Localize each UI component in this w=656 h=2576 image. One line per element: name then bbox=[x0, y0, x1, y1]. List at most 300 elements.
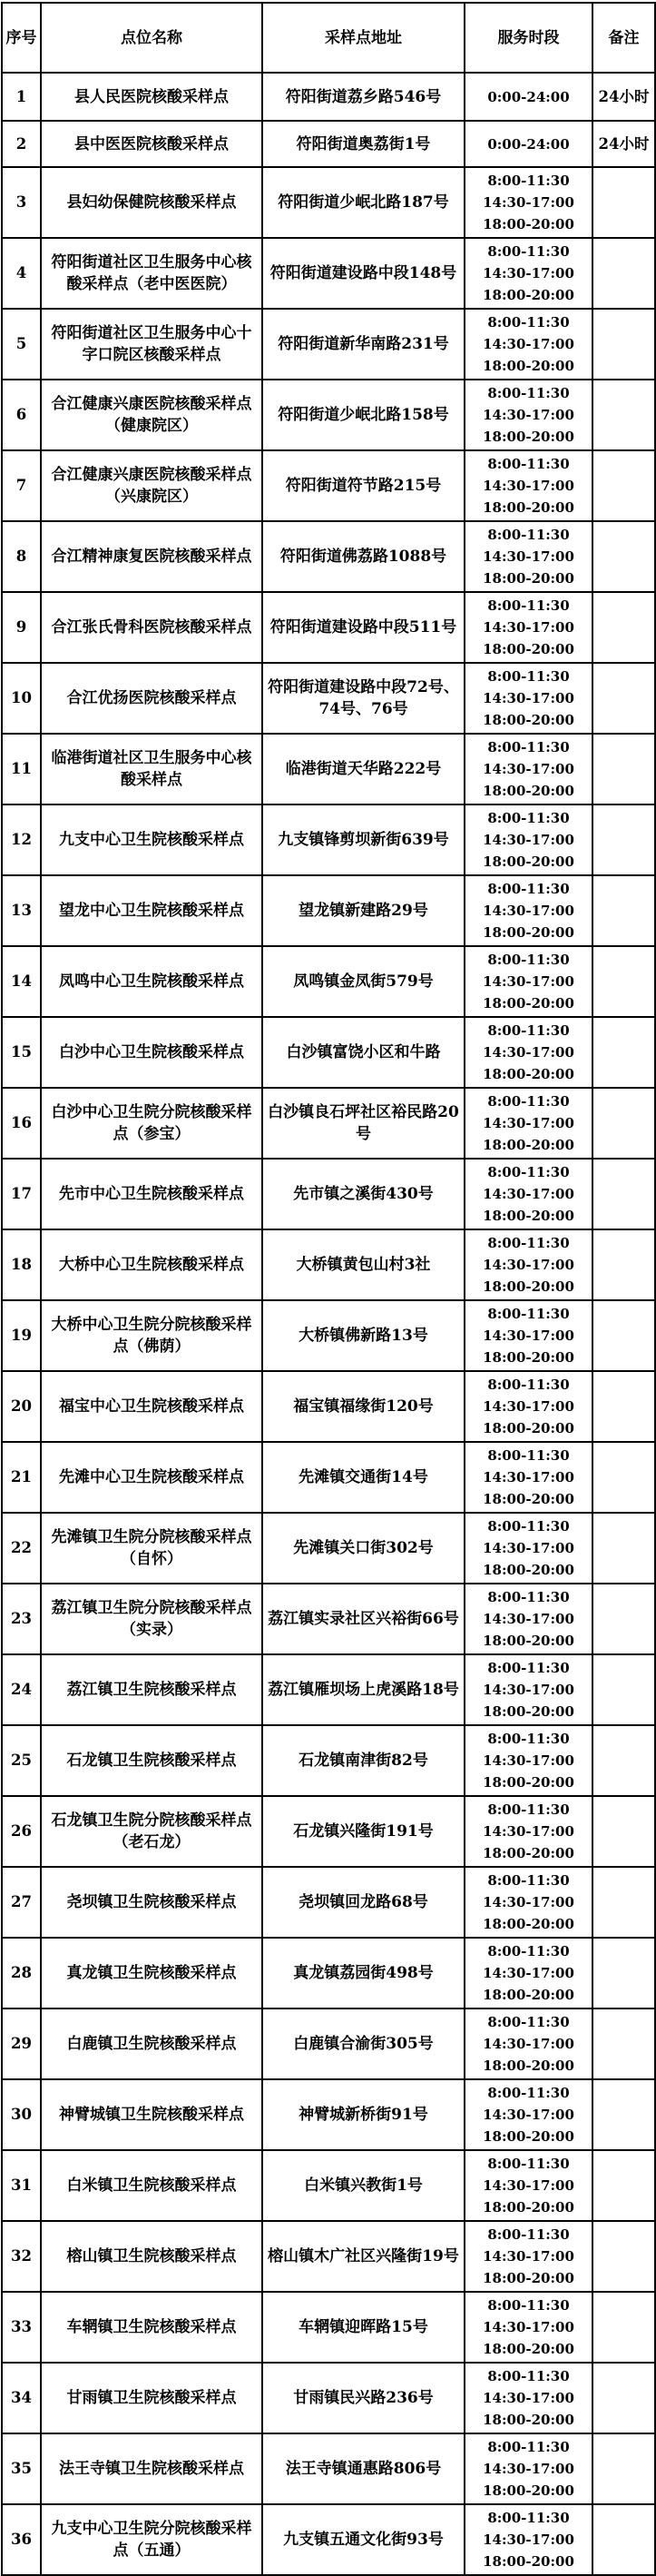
time-slot: 8:00-11:30 bbox=[487, 527, 570, 543]
row-index: 18 bbox=[2, 1229, 41, 1300]
site-address: 先滩镇交通街14号 bbox=[262, 1442, 465, 1513]
header-index: 序号 bbox=[2, 3, 41, 73]
remarks bbox=[592, 2433, 655, 2504]
table-row bbox=[2, 946, 655, 1017]
remarks bbox=[592, 1938, 655, 2008]
service-hours bbox=[465, 734, 592, 804]
service-hours bbox=[465, 1159, 592, 1229]
time-slot: 18:00-20:00 bbox=[483, 783, 574, 799]
row-index: 30 bbox=[2, 2079, 41, 2150]
site-name: 九支中心卫生院分院核酸采样点（五通） bbox=[41, 2504, 262, 2575]
row-index: 27 bbox=[2, 1867, 41, 1938]
time-slot: 18:00-20:00 bbox=[483, 287, 574, 303]
site-address: 先滩镇关口街302号 bbox=[262, 1513, 465, 1584]
service-hours bbox=[465, 2363, 592, 2433]
service-hours bbox=[465, 2221, 592, 2292]
site-address: 荔江镇雁坝场上虎溪路18号 bbox=[262, 1654, 465, 1725]
service-hours bbox=[465, 2150, 592, 2221]
time-slot: 14:30-17:00 bbox=[483, 336, 574, 352]
sampling-sites-table bbox=[1, 2, 656, 2576]
site-address: 榕山镇木广社区兴隆街19号 bbox=[262, 2221, 465, 2292]
time-slot: 14:30-17:00 bbox=[483, 1469, 574, 1485]
time-slot: 18:00-20:00 bbox=[483, 2058, 574, 2074]
time-slot: 14:30-17:00 bbox=[483, 548, 574, 565]
service-hours bbox=[465, 1017, 592, 1088]
remarks bbox=[592, 804, 655, 875]
service-hours bbox=[465, 592, 592, 663]
remarks bbox=[592, 734, 655, 804]
table-row bbox=[2, 1938, 655, 2008]
service-hours bbox=[465, 875, 592, 946]
site-name: 真龙镇卫生院核酸采样点 bbox=[41, 1938, 262, 2008]
table-row bbox=[2, 1725, 655, 1796]
table-row bbox=[2, 2150, 655, 2221]
site-address: 尧坝镇回龙路68号 bbox=[262, 1867, 465, 1938]
header-remarks: 备注 bbox=[592, 3, 655, 73]
time-slot: 8:00-11:30 bbox=[487, 1518, 570, 1535]
table-row bbox=[2, 1300, 655, 1371]
site-name: 县中医医院核酸采样点 bbox=[41, 121, 262, 167]
site-address: 九支镇五通文化街93号 bbox=[262, 2504, 465, 2575]
time-slot: 18:00-20:00 bbox=[483, 1987, 574, 2003]
time-slot: 18:00-20:00 bbox=[483, 1208, 574, 1224]
time-slot: 8:00-11:30 bbox=[487, 2510, 570, 2526]
service-hours bbox=[465, 450, 592, 521]
site-address: 符阳街道建设路中段148号 bbox=[262, 238, 465, 309]
time-slot: 18:00-20:00 bbox=[483, 2553, 574, 2570]
remarks bbox=[592, 521, 655, 592]
time-slot: 18:00-20:00 bbox=[483, 2128, 574, 2145]
time-slot: 18:00-20:00 bbox=[483, 1137, 574, 1153]
row-index: 29 bbox=[2, 2008, 41, 2079]
site-name: 榕山镇卫生院核酸采样点 bbox=[41, 2221, 262, 2292]
row-index: 12 bbox=[2, 804, 41, 875]
service-hours bbox=[465, 1867, 592, 1938]
remarks: 24小时 bbox=[592, 121, 655, 167]
site-address: 白鹿镇合渝街305号 bbox=[262, 2008, 465, 2079]
service-hours bbox=[465, 663, 592, 734]
time-slot: 8:00-11:30 bbox=[487, 1447, 570, 1464]
time-slot: 14:30-17:00 bbox=[483, 690, 574, 706]
remarks bbox=[592, 1796, 655, 1867]
remarks bbox=[592, 592, 655, 663]
time-slot: 8:00-11:30 bbox=[487, 385, 570, 401]
time-slot: 18:00-20:00 bbox=[483, 854, 574, 870]
time-slot: 14:30-17:00 bbox=[483, 2036, 574, 2052]
table-row bbox=[2, 521, 655, 592]
site-address: 符阳街道佛荔路1088号 bbox=[262, 521, 465, 592]
row-index: 13 bbox=[2, 875, 41, 946]
table-row bbox=[2, 1796, 655, 1867]
site-name: 先市中心卫生院核酸采样点 bbox=[41, 1159, 262, 1229]
site-address: 大桥镇佛新路13号 bbox=[262, 1300, 465, 1371]
site-name: 九支中心卫生院核酸采样点 bbox=[41, 804, 262, 875]
row-index: 8 bbox=[2, 521, 41, 592]
remarks bbox=[592, 2221, 655, 2292]
time-slot: 18:00-20:00 bbox=[483, 1703, 574, 1720]
time-slot: 14:30-17:00 bbox=[483, 1186, 574, 1202]
service-hours bbox=[465, 1513, 592, 1584]
site-address: 符阳街道奥荔街1号 bbox=[262, 121, 465, 167]
service-hours bbox=[465, 121, 592, 167]
row-index: 20 bbox=[2, 1371, 41, 1442]
time-slot: 14:30-17:00 bbox=[483, 1823, 574, 1840]
time-slot: 0:00-24:00 bbox=[487, 135, 570, 153]
table-row bbox=[2, 1371, 655, 1442]
service-hours bbox=[465, 1796, 592, 1867]
service-hours bbox=[465, 1229, 592, 1300]
site-name: 法王寺镇卫生院核酸采样点 bbox=[41, 2433, 262, 2504]
row-index: 11 bbox=[2, 734, 41, 804]
row-index: 10 bbox=[2, 663, 41, 734]
time-slot: 8:00-11:30 bbox=[487, 1872, 570, 1889]
time-slot: 0:00-24:00 bbox=[487, 88, 570, 105]
row-index: 17 bbox=[2, 1159, 41, 1229]
time-slot: 8:00-11:30 bbox=[487, 2439, 570, 2455]
time-slot: 14:30-17:00 bbox=[483, 832, 574, 848]
remarks bbox=[592, 946, 655, 1017]
site-address: 真龙镇荔园街498号 bbox=[262, 1938, 465, 2008]
table-row bbox=[2, 2221, 655, 2292]
row-index: 33 bbox=[2, 2292, 41, 2363]
time-slot: 8:00-11:30 bbox=[487, 810, 570, 826]
service-hours bbox=[465, 1300, 592, 1371]
table-row bbox=[2, 309, 655, 380]
remarks bbox=[592, 167, 655, 238]
remarks bbox=[592, 1867, 655, 1938]
time-slot: 18:00-20:00 bbox=[483, 570, 574, 587]
time-slot: 14:30-17:00 bbox=[483, 1327, 574, 1344]
remarks bbox=[592, 2150, 655, 2221]
site-address: 白沙镇富饶小区和牛路 bbox=[262, 1017, 465, 1088]
time-slot: 18:00-20:00 bbox=[483, 1633, 574, 1649]
table-row bbox=[2, 875, 655, 946]
service-hours bbox=[465, 1442, 592, 1513]
remarks bbox=[592, 1088, 655, 1159]
service-hours bbox=[465, 2292, 592, 2363]
service-hours bbox=[465, 946, 592, 1017]
site-address: 符阳街道少岷北路158号 bbox=[262, 380, 465, 450]
time-slot: 8:00-11:30 bbox=[487, 597, 570, 614]
service-hours bbox=[465, 2008, 592, 2079]
time-slot: 8:00-11:30 bbox=[487, 1306, 570, 1322]
site-name: 白沙中心卫生院分院核酸采样点（参宝） bbox=[41, 1088, 262, 1159]
site-name: 石龙镇卫生院分院核酸采样点（老石龙） bbox=[41, 1796, 262, 1867]
time-slot: 14:30-17:00 bbox=[483, 194, 574, 211]
time-slot: 18:00-20:00 bbox=[483, 1845, 574, 1861]
time-slot: 8:00-11:30 bbox=[487, 881, 570, 897]
remarks bbox=[592, 2363, 655, 2433]
row-index: 9 bbox=[2, 592, 41, 663]
site-name: 临港街道社区卫生服务中心核酸采样点 bbox=[41, 734, 262, 804]
service-hours bbox=[465, 1584, 592, 1654]
time-slot: 18:00-20:00 bbox=[483, 1349, 574, 1366]
site-name: 先滩中心卫生院核酸采样点 bbox=[41, 1442, 262, 1513]
row-index: 3 bbox=[2, 167, 41, 238]
site-address: 符阳街道建设路中段511号 bbox=[262, 592, 465, 663]
remarks bbox=[592, 2292, 655, 2363]
time-slot: 18:00-20:00 bbox=[483, 216, 574, 232]
time-slot: 14:30-17:00 bbox=[483, 973, 574, 990]
site-address: 法王寺镇通惠路806号 bbox=[262, 2433, 465, 2504]
remarks bbox=[592, 663, 655, 734]
table-header bbox=[2, 3, 655, 73]
time-slot: 14:30-17:00 bbox=[483, 761, 574, 777]
table-row bbox=[2, 1159, 655, 1229]
time-slot: 14:30-17:00 bbox=[483, 1044, 574, 1061]
row-index: 28 bbox=[2, 1938, 41, 2008]
row-index: 1 bbox=[2, 73, 41, 121]
table-row bbox=[2, 167, 655, 238]
table-row bbox=[2, 380, 655, 450]
site-name: 白米镇卫生院核酸采样点 bbox=[41, 2150, 262, 2221]
time-slot: 18:00-20:00 bbox=[483, 1774, 574, 1791]
service-hours bbox=[465, 2079, 592, 2150]
site-name: 车辋镇卫生院核酸采样点 bbox=[41, 2292, 262, 2363]
site-name: 合江健康兴康医院核酸采样点（健康院区） bbox=[41, 380, 262, 450]
time-slot: 14:30-17:00 bbox=[483, 619, 574, 636]
row-index: 34 bbox=[2, 2363, 41, 2433]
site-name: 合江张氏骨科医院核酸采样点 bbox=[41, 592, 262, 663]
table-row bbox=[2, 2363, 655, 2433]
service-hours bbox=[465, 1725, 592, 1796]
table-row bbox=[2, 121, 655, 167]
time-slot: 18:00-20:00 bbox=[483, 712, 574, 728]
row-index: 5 bbox=[2, 309, 41, 380]
row-index: 21 bbox=[2, 1442, 41, 1513]
site-name: 先滩镇卫生院分院核酸采样点（自怀） bbox=[41, 1513, 262, 1584]
table-row bbox=[2, 734, 655, 804]
time-slot: 14:30-17:00 bbox=[483, 2177, 574, 2194]
time-slot: 8:00-11:30 bbox=[487, 1589, 570, 1605]
row-index: 26 bbox=[2, 1796, 41, 1867]
remarks bbox=[592, 1513, 655, 1584]
time-slot: 18:00-20:00 bbox=[483, 2341, 574, 2357]
site-address: 符阳街道荔乡路546号 bbox=[262, 73, 465, 121]
time-slot: 18:00-20:00 bbox=[483, 1916, 574, 1932]
time-slot: 8:00-11:30 bbox=[487, 2156, 570, 2172]
table-row bbox=[2, 1513, 655, 1584]
service-hours bbox=[465, 1654, 592, 1725]
row-index: 14 bbox=[2, 946, 41, 1017]
site-address: 先市镇之溪街430号 bbox=[262, 1159, 465, 1229]
table-row bbox=[2, 592, 655, 663]
time-slot: 18:00-20:00 bbox=[483, 924, 574, 941]
time-slot: 8:00-11:30 bbox=[487, 668, 570, 685]
site-address: 神臂城新桥街91号 bbox=[262, 2079, 465, 2150]
time-slot: 14:30-17:00 bbox=[483, 2107, 574, 2123]
site-name: 荔江镇卫生院核酸采样点 bbox=[41, 1654, 262, 1725]
site-name: 神臂城镇卫生院核酸采样点 bbox=[41, 2079, 262, 2150]
time-slot: 18:00-20:00 bbox=[483, 1278, 574, 1295]
row-index: 32 bbox=[2, 2221, 41, 2292]
time-slot: 14:30-17:00 bbox=[483, 1540, 574, 1556]
site-name: 荔江镇卫生院分院核酸采样点（实录） bbox=[41, 1584, 262, 1654]
time-slot: 8:00-11:30 bbox=[487, 1660, 570, 1676]
site-name: 大桥中心卫生院分院核酸采样点（佛荫） bbox=[41, 1300, 262, 1371]
time-slot: 14:30-17:00 bbox=[483, 1257, 574, 1273]
time-slot: 8:00-11:30 bbox=[487, 1943, 570, 1959]
site-address: 福宝镇福缘街120号 bbox=[262, 1371, 465, 1442]
time-slot: 14:30-17:00 bbox=[483, 2248, 574, 2265]
remarks bbox=[592, 238, 655, 309]
remarks bbox=[592, 380, 655, 450]
time-slot: 8:00-11:30 bbox=[487, 1164, 570, 1180]
remarks bbox=[592, 2008, 655, 2079]
time-slot: 18:00-20:00 bbox=[483, 641, 574, 657]
site-address: 临港街道天华路222号 bbox=[262, 734, 465, 804]
time-slot: 8:00-11:30 bbox=[487, 2085, 570, 2101]
service-hours bbox=[465, 73, 592, 121]
service-hours bbox=[465, 804, 592, 875]
site-address: 符阳街道少岷北路187号 bbox=[262, 167, 465, 238]
site-address: 白米镇兴教街1号 bbox=[262, 2150, 465, 2221]
site-name: 甘雨镇卫生院核酸采样点 bbox=[41, 2363, 262, 2433]
site-name: 县人民医院核酸采样点 bbox=[41, 73, 262, 121]
time-slot: 8:00-11:30 bbox=[487, 1093, 570, 1110]
table-row bbox=[2, 2079, 655, 2150]
time-slot: 8:00-11:30 bbox=[487, 314, 570, 331]
time-slot: 8:00-11:30 bbox=[487, 952, 570, 968]
site-name: 白沙中心卫生院核酸采样点 bbox=[41, 1017, 262, 1088]
service-hours bbox=[465, 2433, 592, 2504]
time-slot: 14:30-17:00 bbox=[483, 903, 574, 919]
row-index: 36 bbox=[2, 2504, 41, 2575]
time-slot: 14:30-17:00 bbox=[483, 1752, 574, 1769]
site-address: 九支镇锋剪坝新街639号 bbox=[262, 804, 465, 875]
site-address: 符阳街道符节路215号 bbox=[262, 450, 465, 521]
site-name: 合江健康兴康医院核酸采样点（兴康院区） bbox=[41, 450, 262, 521]
time-slot: 14:30-17:00 bbox=[483, 2461, 574, 2477]
table-row bbox=[2, 663, 655, 734]
time-slot: 18:00-20:00 bbox=[483, 2270, 574, 2286]
site-name: 合江精神康复医院核酸采样点 bbox=[41, 521, 262, 592]
site-address: 车辋镇迎晖路15号 bbox=[262, 2292, 465, 2363]
service-hours bbox=[465, 521, 592, 592]
site-address: 符阳街道新华南路231号 bbox=[262, 309, 465, 380]
time-slot: 18:00-20:00 bbox=[483, 358, 574, 374]
table-row bbox=[2, 2008, 655, 2079]
row-index: 6 bbox=[2, 380, 41, 450]
site-name: 尧坝镇卫生院核酸采样点 bbox=[41, 1867, 262, 1938]
site-address: 荔江镇实录社区兴裕街66号 bbox=[262, 1584, 465, 1654]
remarks: 24小时 bbox=[592, 73, 655, 121]
time-slot: 14:30-17:00 bbox=[483, 1965, 574, 1981]
row-index: 4 bbox=[2, 238, 41, 309]
time-slot: 14:30-17:00 bbox=[483, 407, 574, 423]
remarks bbox=[592, 1584, 655, 1654]
row-index: 24 bbox=[2, 1654, 41, 1725]
site-name: 县妇幼保健院核酸采样点 bbox=[41, 167, 262, 238]
table-row bbox=[2, 1088, 655, 1159]
site-address: 石龙镇南津街82号 bbox=[262, 1725, 465, 1796]
remarks bbox=[592, 309, 655, 380]
service-hours bbox=[465, 167, 592, 238]
remarks bbox=[592, 2504, 655, 2575]
time-slot: 14:30-17:00 bbox=[483, 2532, 574, 2548]
site-address: 望龙镇新建路29号 bbox=[262, 875, 465, 946]
site-address: 符阳街道建设路中段72号、74号、76号 bbox=[262, 663, 465, 734]
time-slot: 8:00-11:30 bbox=[487, 1022, 570, 1039]
table-row bbox=[2, 1584, 655, 1654]
table-row bbox=[2, 1017, 655, 1088]
table-row bbox=[2, 2433, 655, 2504]
row-index: 19 bbox=[2, 1300, 41, 1371]
time-slot: 8:00-11:30 bbox=[487, 2297, 570, 2314]
table-row bbox=[2, 2504, 655, 2575]
time-slot: 18:00-20:00 bbox=[483, 499, 574, 516]
table-row bbox=[2, 1867, 655, 1938]
table-row bbox=[2, 804, 655, 875]
time-slot: 18:00-20:00 bbox=[483, 995, 574, 1012]
time-slot: 8:00-11:30 bbox=[487, 456, 570, 472]
remarks bbox=[592, 1300, 655, 1371]
time-slot: 14:30-17:00 bbox=[483, 1611, 574, 1627]
row-index: 31 bbox=[2, 2150, 41, 2221]
time-slot: 8:00-11:30 bbox=[487, 739, 570, 755]
time-slot: 8:00-11:30 bbox=[487, 1235, 570, 1251]
row-index: 2 bbox=[2, 121, 41, 167]
row-index: 35 bbox=[2, 2433, 41, 2504]
site-name: 合江优扬医院核酸采样点 bbox=[41, 663, 262, 734]
site-address: 甘雨镇民兴路236号 bbox=[262, 2363, 465, 2433]
time-slot: 18:00-20:00 bbox=[483, 2412, 574, 2428]
site-name: 福宝中心卫生院核酸采样点 bbox=[41, 1371, 262, 1442]
time-slot: 18:00-20:00 bbox=[483, 1491, 574, 1507]
table-row bbox=[2, 1654, 655, 1725]
time-slot: 8:00-11:30 bbox=[487, 1377, 570, 1393]
table-row bbox=[2, 1442, 655, 1513]
table-row bbox=[2, 1229, 655, 1300]
row-index: 23 bbox=[2, 1584, 41, 1654]
remarks bbox=[592, 1159, 655, 1229]
service-hours bbox=[465, 1371, 592, 1442]
service-hours bbox=[465, 238, 592, 309]
table-row bbox=[2, 238, 655, 309]
service-hours bbox=[465, 380, 592, 450]
site-address: 白沙镇良石坪社区裕民路20号 bbox=[262, 1088, 465, 1159]
time-slot: 14:30-17:00 bbox=[483, 265, 574, 281]
time-slot: 18:00-20:00 bbox=[483, 2482, 574, 2499]
time-slot: 18:00-20:00 bbox=[483, 1562, 574, 1578]
site-name: 白鹿镇卫生院核酸采样点 bbox=[41, 2008, 262, 2079]
time-slot: 8:00-11:30 bbox=[487, 173, 570, 189]
service-hours bbox=[465, 2504, 592, 2575]
row-index: 15 bbox=[2, 1017, 41, 1088]
remarks bbox=[592, 2079, 655, 2150]
site-name: 符阳街道社区卫生服务中心十字口院区核酸采样点 bbox=[41, 309, 262, 380]
time-slot: 14:30-17:00 bbox=[483, 1398, 574, 1415]
remarks bbox=[592, 1442, 655, 1513]
site-name: 望龙中心卫生院核酸采样点 bbox=[41, 875, 262, 946]
remarks bbox=[592, 1725, 655, 1796]
time-slot: 14:30-17:00 bbox=[483, 2319, 574, 2335]
table-row bbox=[2, 73, 655, 121]
time-slot: 18:00-20:00 bbox=[483, 2199, 574, 2216]
site-address: 大桥镇黄包山村3社 bbox=[262, 1229, 465, 1300]
remarks bbox=[592, 1371, 655, 1442]
row-index: 16 bbox=[2, 1088, 41, 1159]
site-name: 石龙镇卫生院核酸采样点 bbox=[41, 1725, 262, 1796]
header-site-name: 点位名称 bbox=[41, 3, 262, 73]
row-index: 7 bbox=[2, 450, 41, 521]
time-slot: 8:00-11:30 bbox=[487, 2014, 570, 2030]
time-slot: 8:00-11:30 bbox=[487, 2368, 570, 2384]
site-address: 石龙镇兴隆街191号 bbox=[262, 1796, 465, 1867]
time-slot: 14:30-17:00 bbox=[483, 1894, 574, 1910]
time-slot: 14:30-17:00 bbox=[483, 1115, 574, 1131]
service-hours bbox=[465, 309, 592, 380]
